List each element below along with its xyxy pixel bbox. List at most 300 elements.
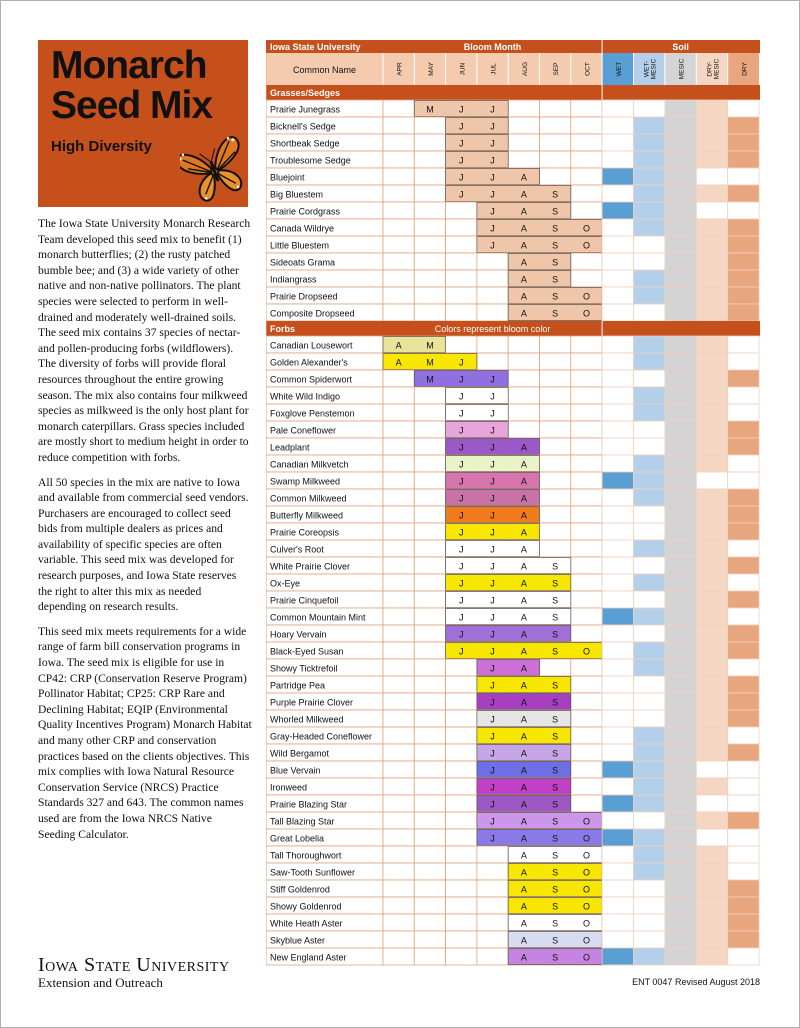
month-cell [446, 795, 477, 812]
bloom-letter: J [459, 172, 464, 183]
soil-cell [665, 219, 696, 236]
plant-name: Swamp Milkweed [270, 476, 341, 487]
month-cell [414, 897, 445, 914]
soil-cell [634, 100, 665, 117]
month-cell [414, 846, 445, 863]
soil-cell [665, 270, 696, 287]
month-cell [571, 134, 602, 151]
bloom-letter: A [520, 833, 527, 844]
soil-cell [696, 829, 727, 846]
month-cell [414, 591, 445, 608]
soil-cell [696, 236, 727, 253]
bloom-letter: A [520, 816, 527, 827]
bloom-letter: S [552, 578, 559, 589]
bloom-letter: O [582, 935, 590, 946]
soil-cell [696, 304, 727, 321]
month-cell [446, 829, 477, 846]
soil-cell [602, 421, 633, 438]
soil-cell [696, 608, 727, 625]
bloom-letter: A [520, 782, 527, 793]
month-cell [446, 880, 477, 897]
soil-cell [696, 489, 727, 506]
soil-cell [634, 134, 665, 151]
header-common-name: Common Name [292, 65, 357, 75]
isu-logo-sub: Extension and Outreach [38, 975, 163, 990]
soil-cell [602, 761, 633, 778]
bloom-letter: J [490, 731, 495, 742]
bloom-letter: A [520, 527, 527, 538]
soil-cell [728, 710, 759, 727]
soil-cell [728, 185, 759, 202]
month-cell [414, 506, 445, 523]
month-cell [414, 472, 445, 489]
bloom-band [508, 271, 571, 287]
soil-cell [728, 472, 759, 489]
month-cell [414, 880, 445, 897]
bloom-letter: J [490, 714, 495, 725]
month-cell [446, 710, 477, 727]
month-cell [477, 846, 508, 863]
soil-cell [696, 421, 727, 438]
month-cell [571, 387, 602, 404]
bloom-letter: S [552, 867, 559, 878]
soil-cell [696, 897, 727, 914]
soil-cell [728, 219, 759, 236]
month-cell [383, 625, 414, 642]
soil-cell [602, 353, 633, 370]
bloom-letter: S [552, 782, 559, 793]
title-line-1: Monarch [51, 44, 207, 87]
month-cell [414, 523, 445, 540]
month-cell [508, 151, 539, 168]
month-cell [571, 727, 602, 744]
soil-cell [696, 880, 727, 897]
plant-name: Little Bluestem [270, 240, 330, 251]
month-cell [383, 540, 414, 557]
soil-cell [634, 387, 665, 404]
month-cell [446, 761, 477, 778]
soil-cell [665, 353, 696, 370]
soil-cell [602, 744, 633, 761]
bloom-letter: J [459, 544, 464, 555]
bloom-letter: J [459, 510, 464, 521]
bloom-letter: J [490, 510, 495, 521]
bloom-letter: J [490, 782, 495, 793]
soil-cell [602, 710, 633, 727]
plant-name: Golden Alexander's [270, 357, 348, 368]
month-cell [571, 151, 602, 168]
plant-name: Prairie Junegrass [270, 104, 341, 115]
plant-name: Gray-Headed Coneflower [270, 731, 373, 742]
bloom-letter: A [520, 697, 527, 708]
bloom-letter: S [552, 629, 559, 640]
month-cell [414, 863, 445, 880]
bloom-letter: J [490, 155, 495, 166]
bloom-letter: J [459, 104, 464, 115]
month-cell [414, 455, 445, 472]
bloom-letter: S [552, 240, 559, 251]
bloom-letter: A [520, 850, 527, 861]
bloom-letter: J [490, 612, 495, 623]
soil-cell [602, 236, 633, 253]
month-cell [414, 387, 445, 404]
soil-cell [665, 523, 696, 540]
month-cell [540, 523, 571, 540]
bloom-letter: J [490, 240, 495, 251]
month-cell [571, 438, 602, 455]
month-cell [446, 287, 477, 304]
soil-cell [696, 353, 727, 370]
bloom-letter: S [552, 901, 559, 912]
body-text [38, 216, 252, 851]
soil-cell [696, 931, 727, 948]
plant-name: Bluejoint [270, 172, 305, 183]
soil-cell [634, 863, 665, 880]
bloom-letter: S [552, 731, 559, 742]
plant-name: White Wild Indigo [270, 391, 341, 402]
soil-cell [602, 523, 633, 540]
plant-name: Prairie Cordgrass [270, 206, 341, 217]
soil-cell [602, 846, 633, 863]
month-cell [446, 727, 477, 744]
body-paragraph-2: All 50 species in the mix are native to Iowa and available from commercial seed vendors. Purchasers are encouraged to collect seed bids from multiple dealers as prices and availability of specific species are often variable. This seed mix was developed for research purposes, and Iowa State reserves the right to alter this mix as needed depending on research results. [38, 475, 249, 614]
bloom-letter: S [552, 833, 559, 844]
soil-cell [728, 404, 759, 421]
soil-cell [696, 761, 727, 778]
soil-cell [602, 693, 633, 710]
bloom-letter: S [552, 561, 559, 572]
soil-cell [602, 812, 633, 829]
month-cell [571, 574, 602, 591]
soil-cell [728, 761, 759, 778]
header-soil-dry-mesic: DRY- [706, 61, 714, 77]
soil-cell [696, 134, 727, 151]
plant-name: Foxglove Penstemon [270, 408, 355, 419]
soil-cell [634, 455, 665, 472]
soil-cell [665, 253, 696, 270]
month-cell [446, 202, 477, 219]
soil-cell [634, 489, 665, 506]
soil-cell [728, 608, 759, 625]
month-cell [540, 168, 571, 185]
bloom-letter: M [426, 340, 434, 351]
bloom-letter: J [459, 189, 464, 200]
soil-cell [696, 151, 727, 168]
soil-cell [696, 642, 727, 659]
bloom-letter: O [582, 223, 590, 234]
bloom-letter: J [490, 223, 495, 234]
soil-cell [634, 744, 665, 761]
month-cell [383, 404, 414, 421]
soil-cell [696, 336, 727, 353]
soil-cell [696, 710, 727, 727]
soil-cell [602, 100, 633, 117]
bloom-letter: S [552, 714, 559, 725]
month-cell [540, 506, 571, 523]
page-subtitle: High Diversity [51, 138, 152, 155]
month-cell [540, 151, 571, 168]
soil-cell [665, 287, 696, 304]
soil-cell [602, 270, 633, 287]
soil-cell [728, 676, 759, 693]
soil-cell [696, 100, 727, 117]
month-cell [383, 744, 414, 761]
month-cell [477, 880, 508, 897]
soil-cell [728, 659, 759, 676]
bloom-letter: O [582, 816, 590, 827]
month-cell [540, 472, 571, 489]
month-cell [383, 370, 414, 387]
soil-cell [602, 727, 633, 744]
month-cell [477, 897, 508, 914]
month-cell [414, 287, 445, 304]
soil-cell [696, 540, 727, 557]
soil-cell [696, 387, 727, 404]
plant-name: Shortbeak Sedge [270, 138, 340, 149]
month-cell [414, 168, 445, 185]
bloom-letter: A [520, 442, 527, 453]
soil-cell [634, 236, 665, 253]
month-cell [540, 100, 571, 117]
bloom-band [446, 152, 509, 168]
soil-cell [665, 168, 696, 185]
soil-cell [728, 455, 759, 472]
soil-cell [602, 219, 633, 236]
bloom-letter: S [552, 595, 559, 606]
soil-cell [728, 353, 759, 370]
month-cell [383, 236, 414, 253]
month-cell [414, 676, 445, 693]
soil-cell [665, 185, 696, 202]
month-cell [446, 304, 477, 321]
soil-cell [602, 304, 633, 321]
soil-cell [696, 676, 727, 693]
month-cell [414, 253, 445, 270]
bloom-letter: S [552, 223, 559, 234]
soil-cell [634, 168, 665, 185]
month-cell [414, 829, 445, 846]
bloom-letter: J [490, 578, 495, 589]
month-cell [383, 523, 414, 540]
soil-cell [634, 185, 665, 202]
month-cell [540, 404, 571, 421]
bloom-letter: J [490, 595, 495, 606]
soil-cell [728, 642, 759, 659]
soil-cell [665, 557, 696, 574]
plant-name: Purple Prairie Clover [270, 697, 354, 708]
soil-cell [602, 778, 633, 795]
bloom-letter: J [459, 561, 464, 572]
soil-cell [665, 931, 696, 948]
header-month-may: MAY [427, 62, 435, 76]
soil-cell [602, 387, 633, 404]
month-cell [414, 185, 445, 202]
bloom-letter: S [552, 935, 559, 946]
soil-cell [634, 523, 665, 540]
bloom-letter: A [520, 561, 527, 572]
plant-name: Showy Ticktrefoil [270, 663, 338, 674]
month-cell [383, 608, 414, 625]
month-cell [571, 353, 602, 370]
soil-cell [602, 897, 633, 914]
soil-cell [665, 506, 696, 523]
bloom-letter: J [490, 425, 495, 436]
plant-name: Blue Vervain [270, 765, 321, 776]
bloom-letter: J [490, 748, 495, 759]
soil-cell [634, 253, 665, 270]
soil-cell [634, 761, 665, 778]
plant-name: Canadian Milkvetch [270, 459, 349, 470]
isu-logo [38, 954, 230, 991]
bloom-letter: J [459, 629, 464, 640]
plant-name: Tall Thoroughwort [270, 850, 342, 861]
soil-cell [602, 168, 633, 185]
month-cell [571, 659, 602, 676]
month-cell [414, 608, 445, 625]
plant-name: Whorled Milkweed [270, 714, 344, 725]
month-cell [446, 897, 477, 914]
bloom-letter: A [520, 578, 527, 589]
soil-cell [696, 185, 727, 202]
soil-cell [665, 727, 696, 744]
soil-cell [665, 659, 696, 676]
bloom-letter: O [582, 308, 590, 319]
bloom-letter: J [490, 561, 495, 572]
soil-cell [634, 202, 665, 219]
month-cell [446, 914, 477, 931]
soil-cell [602, 151, 633, 168]
soil-cell [665, 404, 696, 421]
bloom-letter: J [459, 408, 464, 419]
bloom-letter: A [520, 189, 527, 200]
bloom-letter: S [552, 697, 559, 708]
month-cell [414, 710, 445, 727]
month-cell [477, 948, 508, 965]
bloom-letter: M [426, 104, 434, 115]
month-cell [383, 151, 414, 168]
soil-cell [634, 219, 665, 236]
soil-cell [728, 438, 759, 455]
bloom-letter: A [520, 680, 527, 691]
month-cell [508, 336, 539, 353]
bloom-letter: J [490, 663, 495, 674]
bloom-letter: S [552, 206, 559, 217]
plant-name: Ox-Eye [270, 578, 301, 589]
bloom-letter: M [426, 374, 434, 385]
bloom-letter: S [552, 918, 559, 929]
bloom-letter: J [490, 459, 495, 470]
month-cell [571, 676, 602, 693]
soil-cell [728, 863, 759, 880]
soil-cell [665, 591, 696, 608]
month-cell [540, 540, 571, 557]
soil-cell [728, 778, 759, 795]
soil-cell [728, 336, 759, 353]
bloom-letter: A [520, 901, 527, 912]
soil-cell [665, 914, 696, 931]
month-cell [383, 506, 414, 523]
bloom-letter: O [582, 646, 590, 657]
month-cell [414, 219, 445, 236]
month-cell [383, 185, 414, 202]
soil-cell [665, 795, 696, 812]
plant-name: Common Mountain Mint [270, 612, 366, 623]
plant-name: Tall Blazing Star [270, 816, 335, 827]
soil-cell [634, 897, 665, 914]
month-cell [571, 591, 602, 608]
soil-cell [696, 625, 727, 642]
month-cell [571, 253, 602, 270]
plant-name: Pale Coneflower [270, 425, 337, 436]
soil-cell [665, 117, 696, 134]
month-cell [414, 540, 445, 557]
plant-name: New England Aster [270, 952, 347, 963]
soil-cell [728, 287, 759, 304]
header-month-apr: APR [396, 62, 404, 76]
plant-name: Prairie Coreopsis [270, 527, 340, 538]
bloom-letter: J [459, 442, 464, 453]
soil-cell [602, 880, 633, 897]
soil-cell [696, 795, 727, 812]
bloom-letter: S [552, 274, 559, 285]
bloom-letter: S [552, 765, 559, 776]
header-soil-wet: WET [615, 61, 623, 77]
plant-name: Big Bluestem [270, 189, 324, 200]
bloom-letter: A [520, 459, 527, 470]
soil-cell [696, 404, 727, 421]
soil-cell [602, 574, 633, 591]
soil-cell [602, 134, 633, 151]
soil-cell [634, 727, 665, 744]
body-paragraph-1: The Iowa State University Monarch Research Team developed this seed mix to benefit (1) monarch butterflies; (2) the rusty patched bumble bee; and (3) a wide variety of other native and non-native pollinators. The plant species were selected to perform in well-drained and moderately well-drained soils. The seed mix contains 37 species of nectar- and pollen-producing forbs (wildflowers). The diversity of forbs will provide floral resources throughout the entire growing season. The mix also contains four milkweed species as milkweed is the only host plant for monarch caterpillars. Grass species included are mostly short to medium height in order to reduce competition with forbs. [38, 217, 251, 464]
soil-cell [728, 727, 759, 744]
soil-cell [602, 829, 633, 846]
bloom-letter: J [490, 172, 495, 183]
soil-cell [696, 168, 727, 185]
bloom-letter: S [552, 612, 559, 623]
bloom-band [446, 388, 509, 404]
soil-cell [634, 642, 665, 659]
month-cell [540, 370, 571, 387]
month-cell [571, 506, 602, 523]
month-cell [414, 421, 445, 438]
month-cell [477, 336, 508, 353]
soil-cell [602, 948, 633, 965]
month-cell [571, 693, 602, 710]
bloom-letter: A [520, 629, 527, 640]
month-cell [571, 625, 602, 642]
soil-cell [728, 693, 759, 710]
month-cell [383, 438, 414, 455]
month-cell [383, 795, 414, 812]
plant-name: Sideoats Grama [270, 257, 336, 268]
soil-cell [665, 472, 696, 489]
bloom-letter: O [582, 952, 590, 963]
soil-cell [696, 270, 727, 287]
month-cell [414, 761, 445, 778]
plant-name: Showy Goldenrod [270, 901, 342, 912]
month-cell [477, 270, 508, 287]
header-org: Iowa State University [270, 42, 361, 52]
soil-cell [696, 455, 727, 472]
month-cell [383, 846, 414, 863]
soil-cell [634, 778, 665, 795]
soil-cell [602, 608, 633, 625]
soil-cell [696, 863, 727, 880]
soil-cell [665, 761, 696, 778]
header-soil-wet-mesic: MESIC [650, 58, 658, 80]
soil-cell [634, 438, 665, 455]
